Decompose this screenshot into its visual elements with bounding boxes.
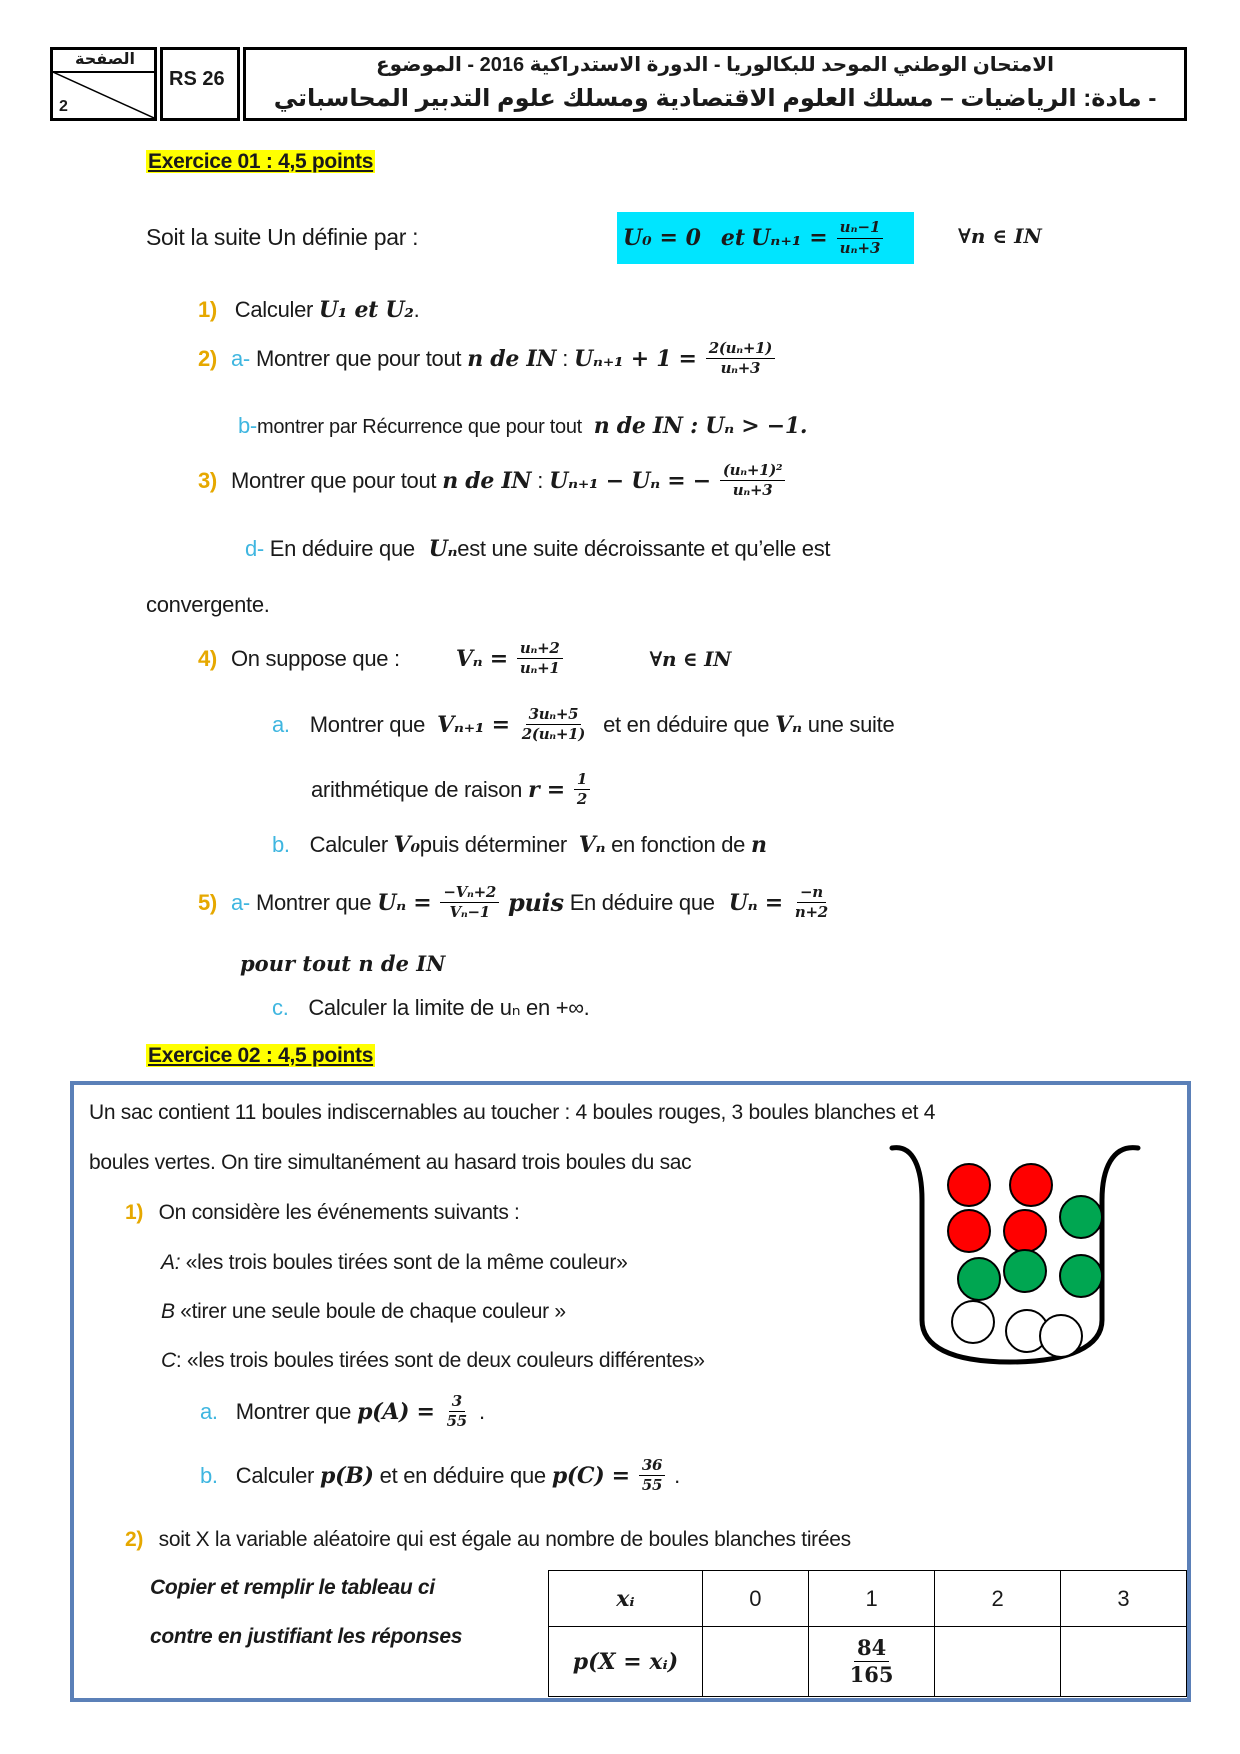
table-row-p	[549, 1627, 1187, 1697]
ex2-qa-lhs: p(A) =	[357, 1398, 435, 1425]
q4a-math: Vₙ	[775, 711, 802, 738]
ex2-copy2: contre en justifiant les réponses	[150, 1625, 463, 1648]
table-x2: 2	[935, 1571, 1061, 1627]
q3d-line	[245, 536, 830, 562]
table-p-label: p(X = xᵢ)	[549, 1627, 703, 1697]
q4a-lhs: Vₙ₊₁ =	[437, 711, 510, 738]
header-title-box	[243, 47, 1187, 121]
ball-0	[948, 1164, 990, 1206]
header-page-box	[50, 47, 157, 121]
q2a-line	[198, 340, 778, 378]
ex2-qb-text2: et en déduire que	[379, 1462, 546, 1488]
ex2-qa-den: 55	[446, 1412, 467, 1431]
table-p1-num: 84	[854, 1636, 889, 1662]
q4-lhs: Vₙ =	[455, 645, 508, 672]
table-x3: 3	[1061, 1571, 1187, 1627]
event-a-label: A:	[161, 1251, 181, 1274]
ex2-q1-num: 1)	[125, 1201, 144, 1224]
ex1-title-wrap	[146, 148, 375, 174]
event-b-text: «tirer une seule boule de chaque couleur »	[180, 1300, 566, 1323]
q2a-num: 2(uₙ+1)	[706, 340, 775, 359]
event-a-text: «les trois boules tirées sont de la même couleur»	[185, 1251, 628, 1274]
ball-4	[1004, 1210, 1046, 1252]
q3d-text3: convergente.	[146, 592, 270, 617]
q2b-math: n de IN : Uₙ > −1.	[593, 413, 808, 439]
balls-group	[948, 1164, 1102, 1357]
q4b-text3: en fonction de	[611, 832, 746, 857]
ex2-intro2: boules vertes. On tire simultanément au hasard trois boules du sac	[89, 1151, 692, 1174]
exam-code: RS 26	[169, 68, 225, 90]
page-label: الصفحة	[75, 51, 136, 68]
q1-line	[198, 297, 419, 323]
q3d-label: d-	[245, 536, 264, 561]
ball-2	[1060, 1196, 1102, 1238]
q5a-line	[198, 884, 834, 922]
event-a	[161, 1251, 628, 1275]
q3-num-frac: (uₙ+1)²	[720, 462, 785, 481]
bag-illustration	[880, 1140, 1150, 1380]
ex2-intro1: Un sac contient 11 boules indiscernables au toucher : 4 boules rouges, 3 boules blanches et 4	[89, 1101, 936, 1124]
q3-den: uₙ+3	[732, 481, 773, 500]
q2b-text: montrer par Récurrence que pour tout	[256, 416, 582, 438]
ex2-qb-num: 36	[639, 1457, 665, 1476]
ex2-qb-math: p(B)	[320, 1462, 374, 1489]
q5a-lhs2: Uₙ =	[728, 889, 783, 916]
q2a-label: a-	[230, 345, 250, 371]
q3-colon: :	[537, 467, 544, 493]
q5c-line	[272, 995, 589, 1021]
q4-text: On suppose que :	[230, 645, 400, 671]
def-lhs: Uₙ₊₁ =	[751, 225, 828, 251]
ex2-q1-line	[125, 1201, 520, 1225]
q3d-text2: est une suite décroissante et qu’elle est	[457, 536, 831, 561]
q5a-text2: En déduire que	[569, 889, 715, 915]
ex2-qa-text: Montrer que	[235, 1398, 352, 1424]
ex2-qb-fraction	[639, 1457, 665, 1495]
event-b-label: B	[161, 1300, 175, 1323]
exam-title-line2: - مادة: الرياضيات – مسلك العلوم الاقتصادية ومسلك علوم التدبير المحاسباتي	[273, 85, 1157, 112]
ex2-q2-line	[125, 1528, 851, 1552]
q2a-den: uₙ+3	[720, 359, 761, 378]
q5a-cont: pour tout n de IN	[240, 951, 446, 976]
q3-math: n de IN	[442, 467, 532, 494]
q5a-fraction2	[792, 884, 831, 922]
q2a-lhs: Uₙ₊₁ + 1 =	[574, 345, 697, 372]
q1-num: 1)	[198, 297, 217, 322]
q5a-lhs: Uₙ =	[377, 889, 432, 916]
def-den: uₙ+3	[839, 238, 881, 257]
ex2-title: Exercice 02 : 4,5 points	[148, 1044, 374, 1067]
q5a-den: Vₙ−1	[449, 903, 490, 922]
q5a-label: a-	[230, 889, 250, 915]
ex2-title-wrap	[146, 1042, 375, 1068]
q4b-text2: puis déterminer	[419, 832, 567, 857]
ex1-title: Exercice 01 : 4,5 points	[148, 150, 374, 173]
q2a-colon: :	[562, 345, 569, 371]
q5-num: 5)	[198, 889, 217, 915]
q4a-rden: 2	[576, 790, 588, 809]
ex2-q1-text: On considère les événements suivants :	[158, 1201, 520, 1224]
table-x1: 1	[808, 1571, 934, 1627]
q4a-rnum: 1	[574, 771, 590, 790]
ball-1	[1010, 1164, 1052, 1206]
table-p1-den: 165	[849, 1662, 894, 1687]
q4-frac-num: uₙ+2	[517, 640, 563, 659]
ball-5	[958, 1258, 1000, 1300]
table-x-label: xᵢ	[549, 1571, 703, 1627]
q5a-text1: Montrer que	[255, 889, 372, 915]
table-p0	[702, 1627, 808, 1697]
ex2-q2-text: soit X la variable aléatoire qui est égale au nombre de boules blanches tirées	[158, 1528, 851, 1551]
q5a-num2: −n	[797, 884, 826, 903]
def-fraction	[837, 219, 884, 257]
exam-title-line1: الامتحان الوطني الموحد للبكالوريا - الدورة الاستدراكية 2016 - الموضوع	[375, 54, 1055, 76]
q4a-den: 2(uₙ+1)	[521, 725, 586, 744]
q4a-text1: Montrer que	[309, 711, 426, 737]
q4b-text1: Calculer	[309, 832, 388, 857]
q2a-math: n de IN	[467, 345, 557, 372]
ex2-qb-label: b.	[200, 1462, 218, 1488]
q1-text: Calculer	[234, 297, 314, 322]
q4a-text3: une suite	[807, 711, 895, 737]
q4b-math: V₀	[393, 832, 420, 858]
q3-line	[198, 462, 788, 500]
q2b-line	[238, 413, 807, 439]
q3-text: Montrer que pour tout	[230, 467, 437, 493]
q5a-num: −Vₙ+2	[440, 884, 499, 903]
q4a-r: r =	[528, 776, 565, 803]
q5a-fraction	[440, 884, 499, 922]
q4b-line	[272, 832, 767, 858]
q4a-r-fraction	[574, 771, 590, 809]
ex2-q2-num: 2)	[125, 1528, 144, 1551]
q1-end: .	[413, 297, 420, 322]
q4a-fraction	[519, 706, 588, 744]
q2a-fraction	[706, 340, 775, 378]
q4-num: 4)	[198, 645, 217, 671]
table-row-x	[549, 1571, 1187, 1627]
q3d-math: Uₙ	[428, 536, 458, 562]
q3d-text1: En déduire que	[269, 536, 415, 561]
def-forall: ∀n ∈ IN	[958, 224, 1042, 248]
page-number: 2	[59, 98, 68, 115]
ex2-qa-num: 3	[449, 1393, 465, 1412]
q4-line	[198, 640, 731, 678]
q4a-line	[272, 706, 894, 744]
q4-fraction	[517, 640, 563, 678]
ex2-qa-fraction	[444, 1393, 470, 1431]
def-et: et	[720, 225, 746, 251]
q4a-label: a.	[272, 711, 290, 737]
ex2-qb-text1: Calculer	[235, 1462, 315, 1488]
q4a-text2: et en déduire que	[603, 711, 770, 737]
q5a-den2: n+2	[794, 903, 828, 922]
q5c-text: Calculer la limite de uₙ en +∞.	[308, 995, 590, 1020]
ex2-qb-den: 55	[641, 1476, 663, 1495]
ex1-definition	[617, 212, 914, 264]
table-p1	[808, 1627, 934, 1697]
q5a-puis: puis	[508, 888, 564, 918]
q2a-text: Montrer que pour tout	[255, 345, 462, 371]
q4b-math3: n	[750, 832, 767, 858]
probability-table	[548, 1570, 1187, 1697]
ex2-qa-label: a.	[200, 1398, 218, 1424]
q4-frac-den: uₙ+1	[519, 659, 560, 678]
ball-8	[952, 1301, 994, 1343]
ex2-qa-end: .	[478, 1398, 485, 1424]
table-x0: 0	[702, 1571, 808, 1627]
def-u0: U₀ = 0	[623, 225, 701, 251]
ex2-qa-line	[200, 1393, 485, 1431]
q3-num: 3)	[198, 467, 217, 493]
event-c	[161, 1349, 705, 1373]
q4-forall: ∀n ∈ IN	[649, 646, 732, 671]
q1-math: U₁ et U₂	[318, 297, 414, 323]
q4b-math2: Vₙ	[578, 832, 606, 858]
table-p2	[935, 1627, 1061, 1697]
ex1-intro: Soit la suite Un définie par :	[146, 224, 419, 250]
ball-7	[1060, 1255, 1102, 1297]
q2-num: 2)	[198, 345, 217, 371]
def-num: uₙ−1	[837, 219, 884, 238]
table-p3	[1061, 1627, 1187, 1697]
q3-fraction	[720, 462, 785, 500]
ex2-qb-line	[200, 1457, 680, 1495]
q5c-label: c.	[272, 995, 289, 1020]
ex2-copy1: Copier et remplir le tableau ci	[150, 1576, 435, 1599]
event-c-label: C	[161, 1349, 176, 1372]
ball-3	[948, 1210, 990, 1252]
ex2-qb-end: .	[674, 1462, 680, 1488]
q4a-num: 3uₙ+5	[526, 706, 582, 725]
header-code-box	[160, 47, 240, 121]
q4b-label: b.	[272, 832, 290, 857]
ex2-qb-lhs: p(C) =	[551, 1462, 630, 1489]
q4a-line2	[311, 771, 593, 809]
ball-10	[1040, 1315, 1082, 1357]
q3-lhs: Uₙ₊₁ − Uₙ = −	[549, 467, 711, 494]
event-b	[161, 1300, 566, 1324]
q4a-text4: arithmétique de raison	[311, 776, 523, 802]
q2b-label: b-	[238, 413, 257, 438]
event-c-text: : «les trois boules tirées sont de deux couleurs différentes»	[175, 1349, 705, 1372]
ball-6	[1004, 1250, 1046, 1292]
